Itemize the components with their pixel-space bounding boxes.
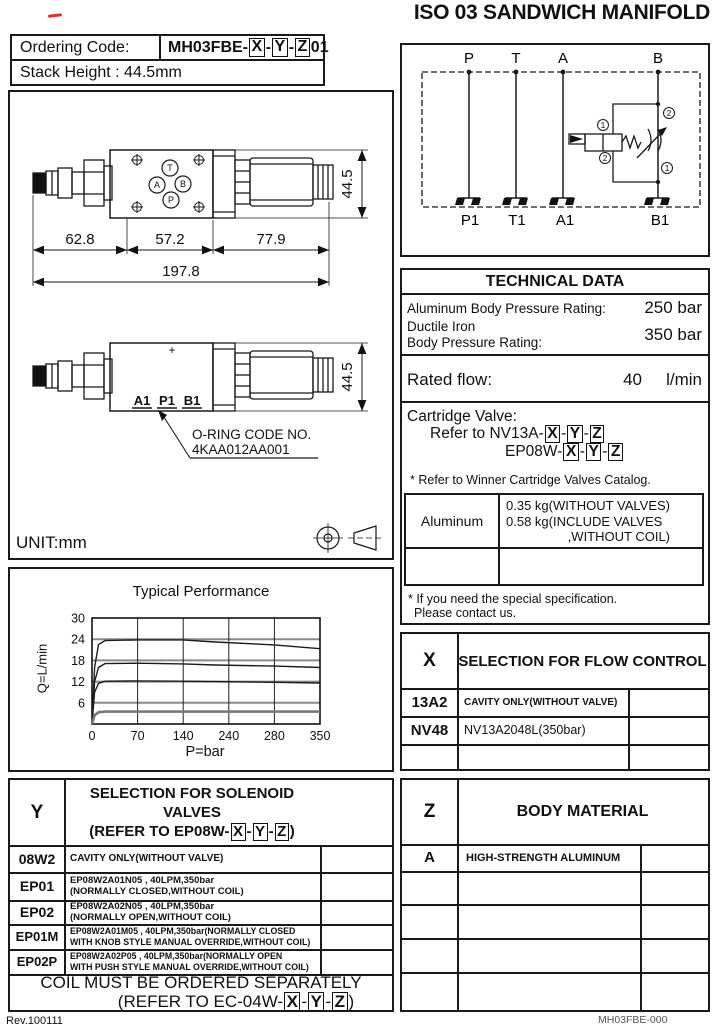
stack-height-label: Stack Height : 44.5mm bbox=[20, 63, 182, 81]
y-table-header: SELECTION FOR SOLENOID VALVES (REFER TO EP08W- X - Y - Z ) bbox=[89, 785, 295, 840]
side-port-B1: B1 bbox=[183, 393, 201, 408]
x-row-code bbox=[402, 744, 457, 769]
oring-code-label: O-RING CODE NO. bbox=[192, 427, 312, 442]
svg-text:350: 350 bbox=[309, 729, 331, 743]
ordering-code-value: MH03FBE- X - Y - Z 01 bbox=[168, 38, 329, 56]
revision-label: Rev.100111 bbox=[6, 1015, 63, 1026]
dim-44-5-bottom: 44.5 bbox=[339, 362, 356, 392]
svg-text:70: 70 bbox=[130, 729, 145, 743]
y-selection-table bbox=[8, 778, 394, 1012]
code-y: Y bbox=[272, 38, 288, 57]
port-A: A bbox=[557, 50, 569, 67]
svg-text:2: 2 bbox=[602, 153, 608, 163]
code-z: Z bbox=[295, 38, 310, 57]
code-x: X bbox=[249, 38, 265, 57]
dim-57-2: 57.2 bbox=[155, 231, 185, 248]
cartridge-ref-1: Refer to NV13A- X - Y - Z bbox=[430, 425, 605, 443]
chart-panel bbox=[8, 567, 394, 772]
z-table-header: BODY MATERIAL bbox=[516, 803, 649, 820]
cartridge-valve-label: Cartridge Valve: bbox=[407, 408, 517, 425]
page-title: ISO 03 SANDWICH MANIFOLD bbox=[413, 1, 710, 24]
oring-code-value: 4KAA012AA001 bbox=[192, 442, 290, 457]
unit-label: UNIT:mm bbox=[16, 533, 87, 552]
chart-xlabel: P=bar bbox=[185, 744, 225, 760]
performance-chart bbox=[10, 569, 392, 770]
technical-data-header: TECHNICAL DATA bbox=[485, 272, 625, 290]
red-pen-mark bbox=[48, 13, 62, 18]
projection-symbol bbox=[313, 523, 382, 553]
x-table-key: X bbox=[423, 650, 436, 671]
face-port-B: B bbox=[179, 179, 187, 189]
x-table-header: SELECTION FOR FLOW CONTROL bbox=[458, 652, 707, 670]
side-port-P1: P1 bbox=[159, 393, 175, 408]
z-body-material-table bbox=[400, 778, 710, 1012]
doc-code: MH03FBE-000 bbox=[598, 1014, 668, 1026]
port-B: B bbox=[652, 50, 664, 67]
schematic-panel bbox=[400, 43, 710, 257]
y-row-desc: EP08W2A02P05 , 40LPM,350bar(NORMALLY OPEN WITH PUSH STYLE MANUAL OVERRIDE,WITHOUT COIL) bbox=[70, 951, 309, 972]
bottom-port-symbols bbox=[455, 198, 670, 205]
dim-77-9: 77.9 bbox=[256, 231, 286, 248]
svg-text:24: 24 bbox=[71, 632, 85, 647]
y-row-code: EP02 bbox=[19, 904, 55, 920]
svg-text:1: 1 bbox=[664, 163, 670, 173]
y-row-code: EP02P bbox=[16, 954, 58, 969]
x-row-desc: NV13A2048L(350bar) bbox=[464, 723, 586, 737]
oring-callout bbox=[158, 410, 318, 458]
svg-text:2: 2 bbox=[666, 108, 672, 118]
special-note-2: Please contact us. bbox=[414, 606, 517, 620]
svg-text:1: 1 bbox=[600, 120, 606, 130]
ordering-code-label: Ordering Code: bbox=[20, 38, 130, 56]
alu-pressure-value: 250 bar bbox=[644, 298, 702, 317]
svg-text:280: 280 bbox=[263, 729, 285, 743]
svg-text:0: 0 bbox=[88, 729, 96, 743]
flow-control-valve-symbol bbox=[569, 104, 664, 182]
spring-symbol bbox=[622, 136, 641, 148]
special-note-1: * If you need the special specification. bbox=[408, 592, 618, 606]
cartridge-ref-2: EP08W- X - Y - Z bbox=[505, 443, 624, 461]
y-row-desc: EP08W2A01M05 , 40LPM,350bar(NORMALLY CLOSED WITH KNOB STYLE MANUAL OVERRIDE,WITHOUT COIL) bbox=[70, 926, 311, 947]
face-port-P: P bbox=[167, 195, 175, 205]
x-row-code: 13A2 bbox=[411, 693, 448, 711]
svg-text:30: 30 bbox=[71, 611, 85, 626]
z-row-code: A bbox=[424, 849, 435, 866]
hydraulic-schematic bbox=[402, 45, 708, 255]
svg-text:12: 12 bbox=[71, 675, 85, 690]
svg-text:140: 140 bbox=[172, 729, 194, 743]
solenoid-symbol bbox=[570, 135, 583, 143]
rated-flow-value: 40 bbox=[623, 370, 642, 389]
face-port-T: T bbox=[167, 163, 173, 173]
catalog-note: * Refer to Winner Cartridge Valves Catalog. bbox=[410, 473, 651, 487]
iron-pressure-label: Ductile Iron Body Pressure Rating: bbox=[407, 319, 543, 350]
z-table-key: Z bbox=[423, 801, 436, 822]
plus-mark: + bbox=[168, 343, 176, 357]
y-row-code: 08W2 bbox=[18, 850, 56, 867]
coil-note: COIL MUST BE ORDERED SEPARATELY (REFER TO EC-04W- X - Y - Z ) bbox=[40, 972, 362, 1011]
drawings-panel bbox=[8, 90, 394, 560]
dim-62-8: 62.8 bbox=[65, 231, 95, 248]
weight-table bbox=[404, 493, 704, 586]
chart-series-setting-3.5lpm bbox=[92, 712, 320, 724]
svg-text:6: 6 bbox=[78, 696, 85, 711]
port-T: T bbox=[511, 50, 521, 67]
z-row-desc: HIGH-STRENGTH ALUMINUM bbox=[466, 851, 621, 864]
port-B1: B1 bbox=[650, 212, 670, 229]
port-P1: P1 bbox=[460, 212, 480, 229]
chart-title: Typical Performance bbox=[132, 583, 270, 600]
y-row-code: EP01 bbox=[19, 878, 55, 894]
chart-series-setting-17lpm bbox=[92, 663, 320, 724]
stack-height-box bbox=[10, 59, 325, 86]
rated-flow-unit: l/min bbox=[666, 370, 702, 389]
y-row-desc: EP08W2A02N05 , 40LPM,350bar (NORMALLY OPEN,WITHOUT COIL) bbox=[70, 901, 231, 923]
chart-ylabel: Q=L/min bbox=[34, 643, 50, 694]
alu-pressure-label: Aluminum Body Pressure Rating: bbox=[407, 301, 606, 316]
ordering-code-box bbox=[10, 34, 329, 61]
port-T1: T1 bbox=[508, 212, 526, 229]
y-row-desc: CAVITY ONLY(WITHOUT VALVE) bbox=[70, 853, 224, 864]
iron-pressure-value: 350 bar bbox=[644, 325, 702, 344]
weight-values: 0.35 kg(WITHOUT VALVES) 0.58 kg(INCLUDE VALVES ,WITHOUT COIL) bbox=[506, 498, 670, 544]
side-port-A1: A1 bbox=[133, 393, 151, 408]
y-table-key: Y bbox=[30, 801, 44, 823]
port-A1: A1 bbox=[555, 212, 575, 229]
dimension-drawings bbox=[10, 92, 392, 558]
svg-text:240: 240 bbox=[218, 729, 240, 743]
weight-material: Aluminum bbox=[420, 513, 484, 529]
x-row-desc: CAVITY ONLY(WITHOUT VALVE) bbox=[464, 696, 618, 708]
rated-flow-label: Rated flow: bbox=[407, 370, 493, 389]
face-port-A: A bbox=[153, 180, 161, 190]
technical-data-panel bbox=[400, 268, 710, 625]
dim-44-5-top: 44.5 bbox=[339, 169, 356, 199]
x-row-desc bbox=[464, 744, 628, 769]
port-P: P bbox=[463, 50, 475, 67]
x-selection-table bbox=[400, 632, 710, 771]
y-row-code: EP01M bbox=[15, 929, 59, 944]
dim-197-8: 197.8 bbox=[162, 263, 200, 280]
y-row-desc: EP08W2A01N05 , 40LPM,350bar (NORMALLY CLOSED,WITHOUT COIL) bbox=[70, 875, 244, 897]
x-row-code: NV48 bbox=[410, 721, 449, 739]
svg-text:18: 18 bbox=[71, 653, 85, 668]
